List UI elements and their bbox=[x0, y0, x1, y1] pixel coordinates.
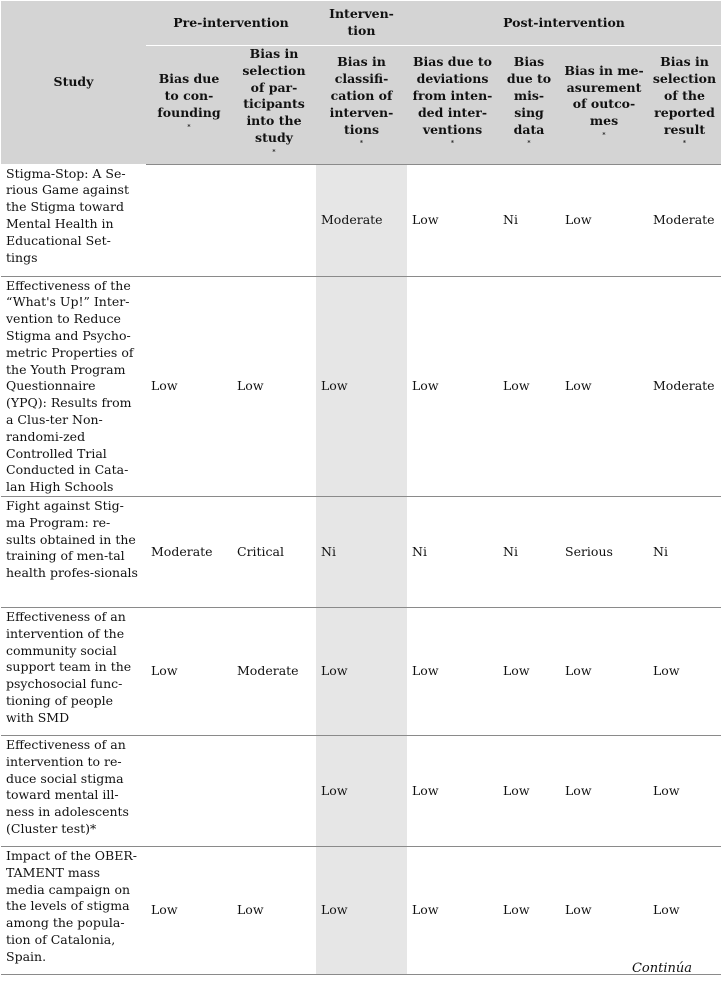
post-intervention-header: Post-intervention bbox=[407, 1, 721, 46]
table-row bbox=[1, 496, 721, 607]
cell-deviations: Low bbox=[407, 164, 498, 276]
col-header-missing-data: Bias due to mis-sing data* bbox=[498, 46, 560, 165]
cell-confounding: Moderate bbox=[146, 496, 232, 607]
cell-missing-data: Low bbox=[498, 846, 560, 974]
cell-deviations: Low bbox=[407, 607, 498, 735]
table-row bbox=[1, 276, 721, 496]
cell-classification: Low bbox=[316, 276, 407, 496]
cell-confounding bbox=[146, 164, 232, 276]
cell-confounding: Low bbox=[146, 276, 232, 496]
col-header-deviations: Bias due to deviations from inten-ded inter-ventions* bbox=[407, 46, 498, 165]
table-row bbox=[1, 164, 721, 276]
table-row bbox=[1, 735, 721, 846]
study-title: Stigma-Stop: A Se-rious Game against the Stigma toward Mental Health in Educational Set-tings bbox=[1, 164, 146, 276]
col-header-selection-participants: Bias in selection of par-ticipants into the study* bbox=[232, 46, 316, 165]
study-title: Effectiveness of the “What's Up!” Inter-vention to Reduce Stigma and Psycho-metric Properties of the Youth Program Questionnaire (YPQ): Results from a Clus-ter Non-randomi-zed Controlled Trial Conducted in Cata-lan High Schools bbox=[1, 276, 146, 496]
cell-deviations: Low bbox=[407, 276, 498, 496]
study-title: Fight against Stig-ma Program: re-sults obtained in the training of men-tal health profes-sionals bbox=[1, 496, 146, 607]
cell-reported-result: Moderate bbox=[648, 164, 721, 276]
cell-selection: Critical bbox=[232, 496, 316, 607]
table-row bbox=[1, 607, 721, 735]
intervention-header: Interven-tion bbox=[316, 1, 407, 46]
risk-of-bias-table bbox=[1, 1, 721, 975]
cell-selection: Low bbox=[232, 276, 316, 496]
cell-deviations: Low bbox=[407, 846, 498, 974]
cell-classification: Moderate bbox=[316, 164, 407, 276]
cell-reported-result: Ni bbox=[648, 496, 721, 607]
cell-missing-data: Ni bbox=[498, 164, 560, 276]
cell-reported-result: Low bbox=[648, 735, 721, 846]
pre-intervention-header: Pre-intervention bbox=[146, 1, 316, 46]
cell-classification: Low bbox=[316, 607, 407, 735]
cell-missing-data: Low bbox=[498, 607, 560, 735]
cell-reported-result: Low bbox=[648, 607, 721, 735]
cell-measurement: Serious bbox=[560, 496, 648, 607]
cell-measurement: Low bbox=[560, 735, 648, 846]
table-row bbox=[1, 846, 721, 974]
cell-confounding: Low bbox=[146, 607, 232, 735]
cell-selection bbox=[232, 735, 316, 846]
study-title: Effectiveness of an intervention to re-duce social stigma toward mental ill-ness in adolescents (Cluster test)* bbox=[1, 735, 146, 846]
study-title: Effectiveness of an intervention of the community social support team in the psychosocial func-tioning of people with SMD bbox=[1, 607, 146, 735]
col-header-reported-result: Bias in selection of the reported result* bbox=[648, 46, 721, 165]
col-header-classification: Bias in classifi-cation of interven-tions* bbox=[316, 46, 407, 165]
cell-classification: Low bbox=[316, 846, 407, 974]
cell-missing-data: Ni bbox=[498, 496, 560, 607]
study-title: Impact of the OBER-TAMENT mass media campaign on the levels of stigma among the popula-tion of Catalonia, Spain. bbox=[1, 846, 146, 974]
cell-measurement: Low bbox=[560, 164, 648, 276]
cell-missing-data: Low bbox=[498, 276, 560, 496]
col-header-confounding: Bias due to con-founding* bbox=[146, 46, 232, 165]
cell-reported-result: Moderate bbox=[648, 276, 721, 496]
cell-deviations: Low bbox=[407, 735, 498, 846]
cell-missing-data: Low bbox=[498, 735, 560, 846]
cell-classification: Ni bbox=[316, 496, 407, 607]
study-header: Study bbox=[1, 1, 146, 164]
cell-classification: Low bbox=[316, 735, 407, 846]
continued-note: Continúa bbox=[631, 961, 692, 976]
cell-selection: Low bbox=[232, 846, 316, 974]
col-header-measurement: Bias in me-asurement of outco-mes* bbox=[560, 46, 648, 165]
cell-deviations: Ni bbox=[407, 496, 498, 607]
cell-confounding bbox=[146, 735, 232, 846]
cell-selection: Moderate bbox=[232, 607, 316, 735]
cell-reported-result: Low bbox=[648, 846, 721, 974]
cell-measurement: Low bbox=[560, 607, 648, 735]
cell-measurement: Low bbox=[560, 276, 648, 496]
cell-selection bbox=[232, 164, 316, 276]
cell-confounding: Low bbox=[146, 846, 232, 974]
cell-measurement: Low bbox=[560, 846, 648, 974]
